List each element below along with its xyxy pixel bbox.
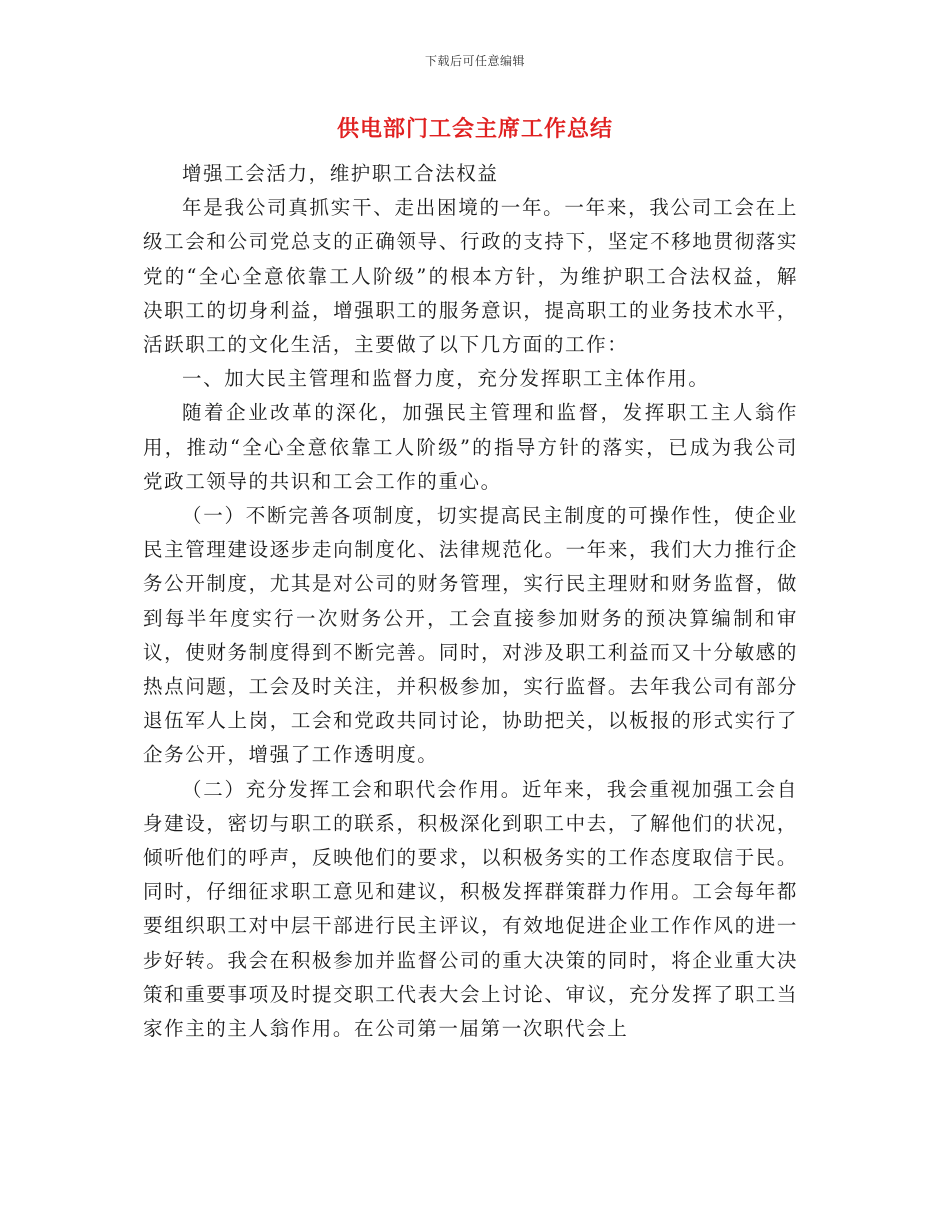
paragraph: （二）充分发挥工会和职代会作用。近年来，我会重视加强工会自身建设，密切与职工的联系，积极深化到职工中去，了解他们的状况，倾听他们的呼声，反映他们的要求，以积极务实的工作态度取信于民。同时，仔细征求职工意见和建议，积极发挥群策群力作用。工会每年都要组织职工对中层干部进行民主评议，有效地促进企业工作作风的进一步好转。我会在积极参加并监督公司的重大决策的同时，将企业重大决策和重要事项及时提交职工代表大会上讨论、审议，充分发挥了职工当家作主的主人翁作用。在公司第一届第一次职代会上 bbox=[143, 777, 798, 1041]
paragraph-section-heading: 一、加大民主管理和监督力度，充分发挥职工主体作用。 bbox=[182, 367, 710, 391]
paragraph: 随着企业改革的深化，加强民主管理和监督，发挥职工主人翁作用，推动“全心全意依靠工人阶级”的指导方针的落实，已成为我公司党政工领导的共识和工会工作的重心。 bbox=[143, 401, 798, 493]
paragraph-subtitle: 增强工会活力，维护职工合法权益 bbox=[182, 162, 499, 185]
document-title: 供电部门工会主席工作总结 bbox=[336, 117, 613, 142]
header-note: 下载后可任意编辑 bbox=[424, 54, 525, 68]
document-body bbox=[143, 157, 798, 1046]
paragraph: 年是我公司真抓实干、走出困境的一年。一年来，我公司工会在上级工会和公司党总支的正确领导、行政的支持下，坚定不移地贯彻落实党的“全心全意依靠工人阶级”的根本方针，为维护职工合法权益，解决职工的切身利益，增强职工的服务意识，提高职工的业务技术水平，活跃职工的文化生活，主要做了以下几方面的工作： bbox=[143, 196, 798, 357]
paragraph: （一）不断完善各项制度，切实提高民主制度的可操作性，使企业民主管理建设逐步走向制度化、法律规范化。一年来，我们大力推行企务公开制度，尤其是对公司的财务管理，实行民主理财和财务监督，做到每半年度实行一次财务公开，工会直接参加财务的预决算编制和审议，使财务制度得到不断完善。同时，对涉及职工利益而又十分敏感的热点问题，工会及时关注，并积极参加，实行监督。去年我公司有部分退伍军人上岗，工会和党政共同讨论，协助把关，以板报的形式实行了企务公开，增强了工作透明度。 bbox=[143, 504, 798, 767]
